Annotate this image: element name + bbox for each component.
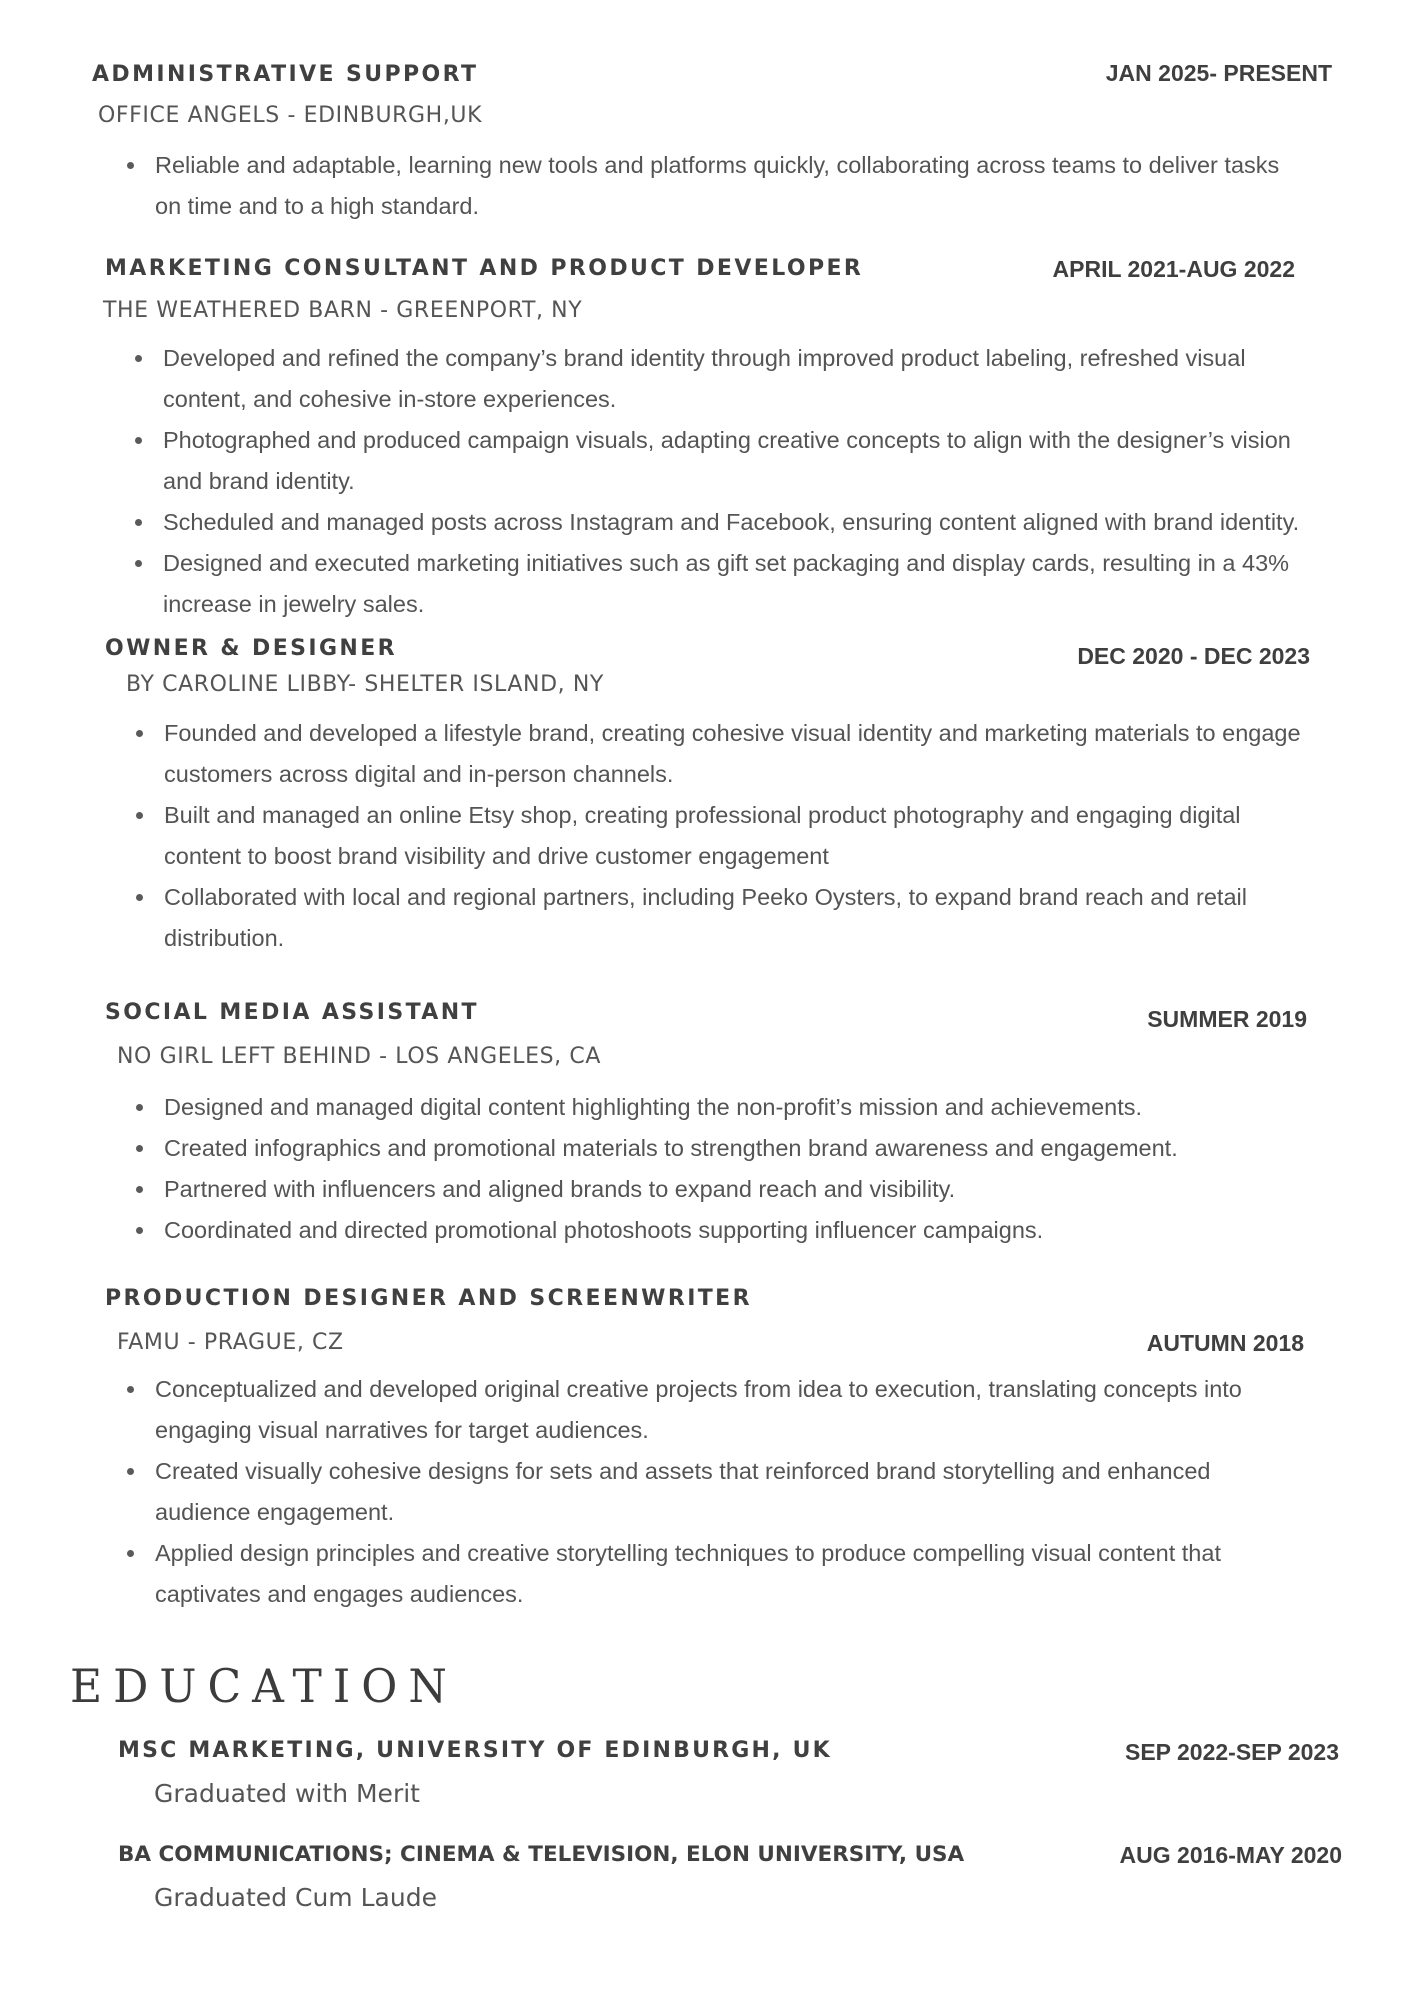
job-bullet: Designed and managed digital content highlighting the non-profit’s mission and achievements.	[134, 1087, 1334, 1128]
job-date: AUTUMN 2018	[1146, 1330, 1304, 1356]
education-date: SEP 2022-SEP 2023	[1125, 1739, 1339, 1765]
job-bullet: Partnered with influencers and aligned brands to expand reach and visibility.	[134, 1169, 1334, 1210]
education-note: Graduated with Merit	[154, 1779, 420, 1808]
job-title: ADMINISTRATIVE SUPPORT	[92, 62, 479, 87]
job-bullet: Photographed and produced campaign visuals, adapting creative concepts to align with the designer’s vision and brand identity.	[133, 420, 1308, 502]
job-title: OWNER & DESIGNER	[105, 636, 398, 661]
job-bullet-list	[134, 1087, 1334, 1251]
job-bullet: Designed and executed marketing initiatives such as gift set packaging and display cards, resulting in a 43% increase in jewelry sales.	[133, 543, 1308, 625]
job-date: DEC 2020 - DEC 2023	[1077, 643, 1310, 669]
job-bullet: Reliable and adaptable, learning new tools and platforms quickly, collaborating across teams to deliver tasks on time and to a high standard.	[125, 145, 1295, 227]
job-bullet-list	[133, 338, 1308, 625]
job-title: MARKETING CONSULTANT AND PRODUCT DEVELOPER	[105, 256, 864, 281]
job-bullet: Built and managed an online Etsy shop, creating professional product photography and engaging digital content to boost brand visibility and drive customer engagement	[134, 795, 1309, 877]
job-bullet: Created infographics and promotional materials to strengthen brand awareness and engagement.	[134, 1128, 1334, 1169]
company-location: BY CAROLINE LIBBY- SHELTER ISLAND, NY	[126, 672, 604, 697]
job-bullet: Collaborated with local and regional partners, including Peeko Oysters, to expand brand reach and retail distribution.	[134, 877, 1309, 959]
job-bullet: Founded and developed a lifestyle brand, creating cohesive visual identity and marketing materials to engage customers across digital and in-person channels.	[134, 713, 1309, 795]
job-bullet-list	[125, 145, 1295, 227]
education-note: Graduated Cum Laude	[154, 1883, 437, 1912]
job-bullet: Created visually cohesive designs for sets and assets that reinforced brand storytelling and enhanced audience engagement.	[125, 1451, 1285, 1533]
education-degree: BA COMMUNICATIONS; CINEMA & TELEVISION, ELON UNIVERSITY, USA	[118, 1842, 965, 1867]
company-location: FAMU - PRAGUE, CZ	[117, 1330, 344, 1355]
job-date: SUMMER 2019	[1147, 1006, 1307, 1032]
job-date: JAN 2025- PRESENT	[1105, 60, 1332, 86]
company-location: NO GIRL LEFT BEHIND - LOS ANGELES, CA	[117, 1044, 601, 1069]
job-bullet: Scheduled and managed posts across Instagram and Facebook, ensuring content aligned with brand identity.	[133, 502, 1308, 543]
company-location: THE WEATHERED BARN - GREENPORT, NY	[103, 298, 583, 323]
job-bullet-list	[134, 713, 1309, 959]
job-bullet: Applied design principles and creative storytelling techniques to produce compelling visual content that captivates and engages audiences.	[125, 1533, 1285, 1615]
job-title: PRODUCTION DESIGNER AND SCREENWRITER	[105, 1286, 752, 1311]
education-degree: MSC MARKETING, UNIVERSITY OF EDINBURGH, UK	[118, 1738, 832, 1763]
job-bullet-list	[125, 1369, 1285, 1615]
job-date: APRIL 2021-AUG 2022	[1052, 256, 1295, 282]
education-date: AUG 2016-MAY 2020	[1119, 1842, 1342, 1868]
job-bullet: Conceptualized and developed original creative projects from idea to execution, translating concepts into engaging visual narratives for target audiences.	[125, 1369, 1285, 1451]
job-bullet: Coordinated and directed promotional photoshoots supporting influencer campaigns.	[134, 1210, 1334, 1251]
company-location: OFFICE ANGELS - EDINBURGH,UK	[98, 103, 483, 128]
education-heading: EDUCATION	[70, 1659, 458, 1714]
job-title: SOCIAL MEDIA ASSISTANT	[105, 1000, 479, 1025]
job-bullet: Developed and refined the company’s brand identity through improved product labeling, refreshed visual content, and cohesive in-store experiences.	[133, 338, 1308, 420]
